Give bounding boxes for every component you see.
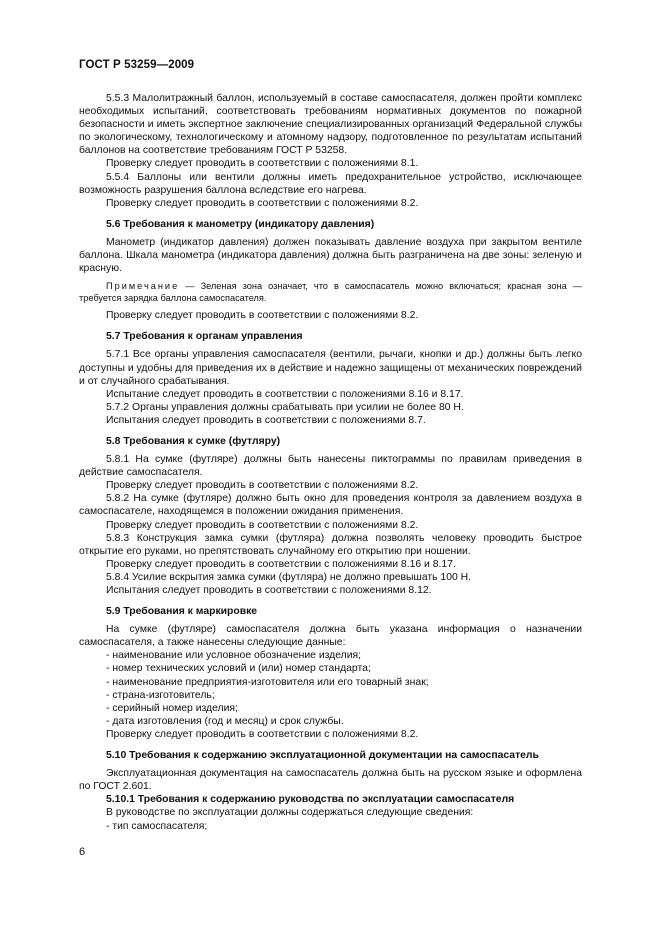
clause-5-10-1: В руководстве по эксплуатации должны содержаться следующие сведения: — [106, 807, 474, 819]
list-item: - номер технических условий и (или) номер стандарта; — [106, 663, 371, 675]
list-item: - наименование предприятия-изготовителя или его товарный знак; — [106, 676, 429, 688]
clause-5-7-1-check: Испытание следует проводить в соответствии с положениями 8.16 и 8.17. — [106, 388, 464, 400]
clause-5-7-2-check: Испытания следует проводить в соответствии с положениями 8.7. — [106, 414, 426, 426]
document-body — [79, 92, 582, 833]
clause-5-8-1-check: Проверку следует проводить в соответствии с положениями 8.2. — [106, 480, 419, 492]
clause-5-8-1: 5.8.1 На сумке (футляре) должны быть нанесены пиктограммы по правилам приведения в действие самоспасателя. — [79, 454, 582, 479]
clause-5-7-2: 5.7.2 Органы управления должны срабатывать при усилии не более 80 Н. — [106, 401, 464, 413]
list-item: - тип самоспасателя; — [106, 820, 208, 832]
clause-5-8-4-check: Испытания следует проводить в соответствии с положениями 8.12. — [106, 585, 432, 596]
clause-5-6: Манометр (индикатор давления) должен показывать давление воздуха при закрытом вентиле баллона. Шкала манометра (индикатора давления) должна быть разграничена на две зоны: зеленую и красную. — [79, 236, 582, 275]
clause-5-5-4: 5.5.4 Баллоны или вентили должны иметь предохранительное устройство, исключающее возможность разрушения баллона вследствие его нагрева. — [79, 171, 582, 196]
document-header: ГОСТ Р 53259—2009 — [79, 59, 195, 71]
page-number: 6 — [79, 846, 86, 858]
note — [79, 280, 582, 304]
subsection-heading-5-10-1: 5.10.1 Требования к содержанию руководства по эксплуатации самоспасателя — [106, 794, 515, 806]
section-heading-5-6: 5.6 Требования к манометру (индикатору давления) — [106, 218, 375, 230]
section-heading-5-7: 5.7 Требования к органам управления — [106, 331, 303, 343]
clause-5-5-3: 5.5.3 Малолитражный баллон, используемый в составе самоспасателя, должен пройти комплекс необходимых испытаний, соответствовать требованиям нормативных документов по пожарной безопасности и иметь экспертное заключение специализированных организаций Федеральной службы по экологическому, технологическому и атомному надзору, подготовленное по результатам испытаний баллонов на соответствие требованиям ГОСТ Р 53258. — [79, 93, 582, 157]
clause-5-6-check: Проверку следует проводить в соответствии с положениями 8.2. — [106, 310, 419, 322]
clause-5-8-3-check: Проверку следует проводить в соответствии с положениями 8.16 и 8.17. — [106, 558, 456, 570]
list-item: - страна-изготовитель; — [106, 689, 215, 701]
clause-5-10: Эксплуатационная документация на самоспасатель должна быть на русском языке и оформлена по ГОСТ 2.601. — [79, 768, 582, 793]
section-heading-5-8: 5.8 Требования к сумке (футляру) — [106, 435, 281, 447]
clause-5-5-4-check: Проверку следует проводить в соответствии с положениями 8.2. — [106, 197, 419, 209]
section-heading-5-10: 5.10 Требования к содержанию эксплуатационной документации на самоспасатель — [106, 750, 539, 762]
list-item: - наименование или условное обозначение изделия; — [106, 650, 362, 662]
clause-5-8-2-check: Проверку следует проводить в соответствии с положениями 8.2. — [106, 519, 419, 531]
clause-5-8-4: 5.8.4 Усилие вскрытия замка сумки (футляра) не должно превышать 100 Н. — [106, 571, 472, 583]
clause-5-9: На сумке (футляре) самоспасателя должна быть указана информация о назначении самоспасателя, а также нанесены следующие данные: — [79, 624, 582, 649]
clause-5-5-3-check: Проверку следует проводить в соответствии с положениями 8.1. — [106, 158, 419, 170]
note-text: — Зеленая зона означает, что в самоспасатель можно включаться; красная зона — требуется зарядка баллона самоспасателя. — [79, 281, 582, 304]
note-label: Примечание — [106, 281, 180, 292]
list-item: - дата изготовления (год и месяц) и срок службы. — [106, 715, 344, 727]
section-heading-5-9: 5.9 Требования к маркировке — [106, 606, 258, 618]
clause-5-7-1: 5.7.1 Все органы управления самоспасателя (вентили, рычаги, кнопки и др.) должны быть легко доступны и удобны для приведения их в действие и надежно защищены от механических повреждений и от случайного срабатывания. — [79, 349, 582, 387]
clause-5-8-3: 5.8.3 Конструкция замка сумки (футляра) должна позволять человеку проводить быстрое открытие его руками, но препятствовать случайному его открытию при ношении. — [79, 532, 582, 557]
list-item: - серийный номер изделия; — [106, 702, 238, 714]
clause-5-9-check: Проверку следует проводить в соответствии с положениями 8.2. — [106, 728, 419, 740]
clause-5-8-2: 5.8.2 На сумке (футляре) должно быть окно для проведения контроля за давлением воздуха в самоспасателе, находящемся в положении ожидания применения. — [79, 493, 582, 518]
